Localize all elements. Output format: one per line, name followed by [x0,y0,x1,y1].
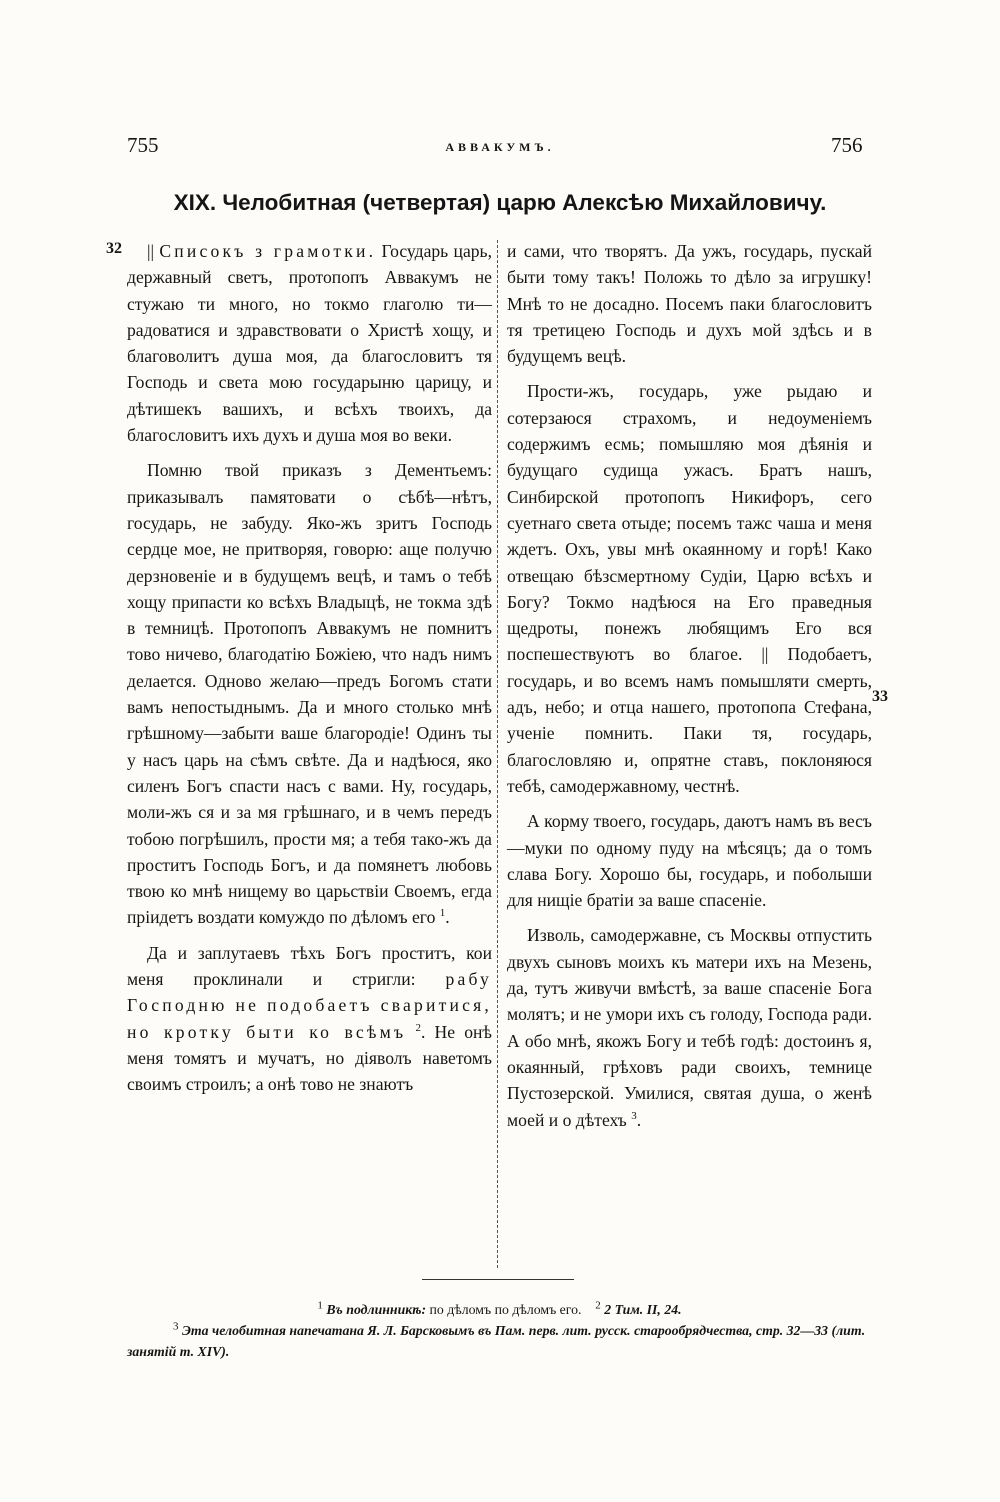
margin-number-right: 33 [872,688,888,705]
paragraph-text: Подобаетъ, государь, и во всемъ намъ помышляти смерть, адъ, небо; и отца нашего, протопопа Стефана, ученіе помнить. Паки тя, государь, благословляю и, опрятне ставъ, поклоняюся тебѣ, самодержавному, честнѣ. [507,644,872,796]
footnote-line-1 [127,1299,872,1320]
footnote-mark: 3 [173,1320,179,1333]
footnote-mark: 2 [595,1299,601,1312]
paragraph-text: . Не онѣ меня томятъ и мучатъ, но діяволъ наветомъ своимъ строилъ; а онѣ тово не знаютъ [127,1021,492,1095]
footnote-mark: 1 [317,1299,323,1312]
paragraph: и сами, что творятъ. Да ужъ, государь, пускай быти тому такъ! Положь то дѣло за игрушку! Мнѣ то не досадно. Посемъ паки благословитъ тя третицею Господь и духъ мой здѣсь и в будущемъ вецѣ. [507,241,872,367]
page-number-left: 755 [127,133,159,157]
footnote-ref: 1 [439,907,446,920]
footnote-text: (лит. занятій т. XIV). [127,1323,866,1359]
paragraph: || Списокъ з грамотки. Государь царь, державный светъ, протопопъ Аввакумъ не стужаю ти много, но токмо глаголю ти—радоватися и здравствовати о Христѣ хощу, и благоволитъ душа моя, да благословитъ тя Господь и света мою государыню царицу, и дѣтишекъ вашихъ, и всѣхъ твоихъ, да благословитъ ихъ духъ и душа моя во веки. [127,241,492,446]
page-number-right: 756 [831,133,863,157]
footnote-text: по дѣломъ по дѣломъ его. [429,1302,582,1317]
section-title: XIX. Челобитная (четвертая) царю Алексѣю Михайловичу. [173,190,827,215]
right-column [507,238,872,1142]
footnote-text: Эта челобитная напечатана Я. Л. Барсковымъ въ Пам. перв. лит. русск. старообрядчества, стр. 32—33 [181,1323,829,1338]
margin-number-left: 32 [106,240,122,257]
running-title: АВВАКУМЪ. [445,140,555,154]
paragraph [127,940,492,1098]
footnote-ref: 3 [631,1109,637,1122]
column-divider [497,240,498,1268]
paragraph: А корму твоего, государь, даютъ намъ въ весъ—муки по одному пуду на мѣсяцъ; да о томъ слава Богу. Хорошо бы, государь, и поболыши для нищіе братіи за ваше спасеніе. [507,811,872,911]
paragraph-text: Государь царь, державный светъ, протопопъ Аввакумъ не стужаю ти много, но токмо глаголю ти—радоватися и здравствовати о Христѣ хощу, и благоволитъ душа моя, да благословитъ тя Господь и света мою государыню царицу, и дѣтишекъ вашихъ, и всѣхъ твоихъ, да благословитъ ихъ духъ и душа моя во веки. [127,241,492,446]
paragraph-text: Прости-жъ, государь, уже рыдаю и сотерзаюся страхомъ, и недоуменіемъ содержимъ есмь; помышляю моя дѣянія и будущаго судища ужасъ. Братъ нашъ, Синбирской протопопъ Никифоръ, сего суетнаго света отыде; посемъ тажс чаша и меня ждетъ. Охъ, увы мнѣ окаянному и горѣ! Како отвещаю бѣзсмертному Судіи, Царю всѣхъ и Богу? Токмо надѣюся на Его праведныя щедроты, понежъ любящимъ Его вся поспешествуютъ во благое. [507,381,872,665]
paragraph-lead: Списокъ з грамотки. [159,241,377,261]
page-break-mark: || [761,644,769,665]
paragraph: Изволь, самодержавне, съ Москвы отпустить двухъ сыновъ моихъ къ матери ихъ на Мезень, да, тутъ живучи вмѣстѣ, за ваше спасеніе Бога молятъ; и не умори ихъ съ голоду, Господа ради. А обо мнѣ, якожъ Богу и тебѣ годѣ: достоинъ я, окаянный, грѣховъ ради своихъ, темнице Пустозерской. Умилися, святая душа, о женѣ моей и о дѣтехъ $^3$. [507,925,872,1130]
paragraph-text: Помню твой приказъ з Дементьемъ: приказывалъ памятовати о сѣбѣ—нѣтъ, государь, не забуду. Яко-жъ зритъ Господь сердце мое, не притворяя, говорю: аще получю дерзновеніе и в будущемъ вецѣ, и тамъ о тебѣ хощу припасти ко всѣхъ Владыцѣ, не токма здѣ в темницѣ. Протопопъ Аввакумъ не помнитъ тово ничево, благодатію Божіею, что надъ нимъ делается. Одново желаю—предъ Богомъ стати вамъ непостыднымъ. Да и много столько мнѣ грѣшному—забыти ваше благородіе! Одинъ ты у насъ царь на сѣмъ свѣте. Да и надѣюся, яко силенъ Богъ спасти насъ с вами. Ну, государь, моли-жъ ся и за мя грѣшнаго, и в чемъ передъ тобою погрѣшилъ, прости мя; а тебя тако-жъ да проститъ Господь Богъ, и да помянетъ любовь твою ко мнѣ нищему во царьствіи Своемъ, егда пріидетъ воздати комуждо по дѣломъ его [127,460,492,928]
paragraph-text: Изволь, самодержавне, съ Москвы отпустить двухъ сыновъ моихъ къ матери ихъ на Мезень, да, тутъ живучи вмѣстѣ, за ваше спасеніе Бога молятъ; и не умори ихъ съ голоду, Господа ради. А обо мнѣ, якожъ Богу и тебѣ годѣ: достоинъ я, окаянный, грѣховъ ради своихъ, темнице Пустозерской. Умилися, святая душа, о женѣ моей и о дѣтехъ [507,925,872,1130]
footnote-label: Въ подлинникѣ: [326,1302,427,1317]
footnote-text: 2 Тим. II, 24. [604,1302,682,1317]
paragraph: Помню твой приказъ з Дементьемъ: приказывалъ памятовати о сѣбѣ—нѣтъ, государь, не забуду. Яко-жъ зритъ Господь сердце мое, не притворяя, говорю: аще получю дерзновеніе и в будущемъ вецѣ, и тамъ о тебѣ хощу припасти ко всѣхъ Владыцѣ, не токма здѣ в темницѣ. Протопопъ Аввакумъ не помнитъ тово ничево, благодатію Божіею, что надъ нимъ делается. Одново желаю—предъ Богомъ стати вамъ непостыднымъ. Да и много столько мнѣ грѣшному—забыти ваше благородіе! Одинъ ты у насъ царь на сѣмъ свѣте. Да и надѣюся, яко силенъ Богъ спасти насъ с вами. Ну, государь, моли-жъ ся и за мя грѣшнаго, и в чемъ передъ тобою погрѣшилъ, прости мя; а тебя тако-жъ да проститъ Господь Богъ, и да помянетъ любовь твою ко мнѣ нищему во царьствіи Своемъ, егда пріидетъ воздати комуждо по дѣломъ его $^1$. [127,460,492,928]
footnote-separator [422,1279,574,1280]
left-column [127,238,492,1107]
footnote-line-2 [127,1320,872,1362]
footnote-ref: 2 [415,1021,421,1034]
paragraph [507,378,872,799]
spaced-quote: рабу Господню не подобаетъ сваритися, но кротку быти ко всѣмъ [127,969,492,1042]
paragraph-text: Да и заплутаевъ тѣхъ Богъ проститъ, кои меня проклинали и стригли: [127,942,492,990]
